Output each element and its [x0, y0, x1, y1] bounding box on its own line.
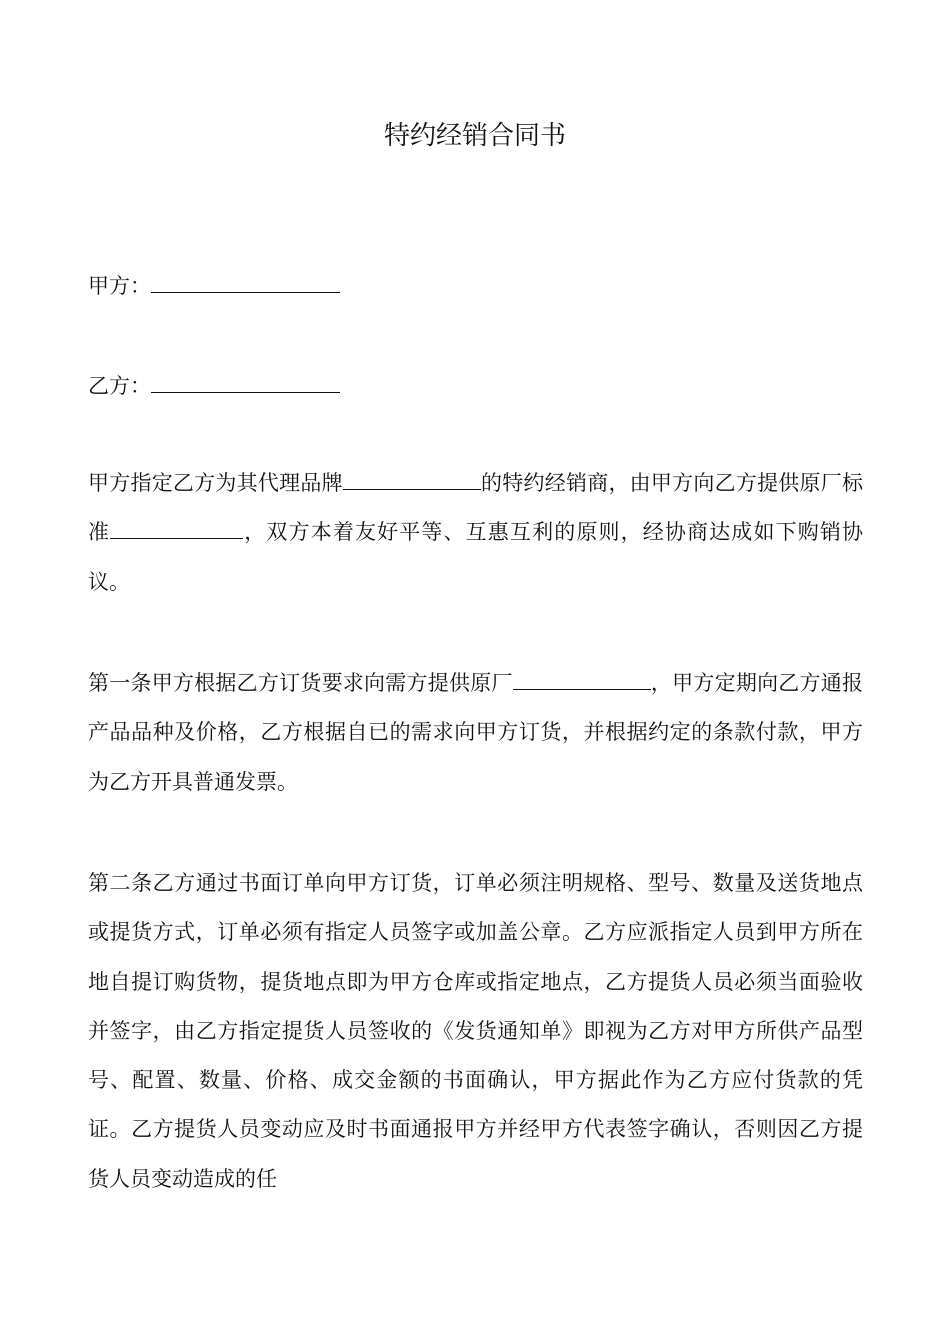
- article-1-text-1: 第一条甲方根据乙方订货要求向需方提供原厂: [88, 671, 513, 695]
- party-a-blank: [151, 270, 340, 293]
- intro-text-2: 的特约经销商，由甲方向乙方提供原厂标准: [88, 471, 864, 545]
- party-b-blank: [151, 370, 340, 393]
- brand-blank: [343, 467, 481, 490]
- product-blank: [513, 667, 651, 690]
- party-b-line: [88, 370, 340, 401]
- article-1-paragraph: [88, 659, 863, 807]
- article-1-text-2: ，甲方定期向乙方通报产品品种及价格，乙方根据自已的需求向甲方订货，并根据约定的条款付款，甲方为乙方开具普通发票。: [88, 671, 864, 794]
- document-title: 特约经销合同书: [383, 121, 566, 151]
- intro-text-1: 甲方指定乙方为其代理品牌: [88, 471, 343, 495]
- standard-blank: [110, 516, 243, 539]
- intro-text-3: ，双方本着友好平等、互惠互利的原则，经协商达成如下购销协议。: [88, 520, 864, 594]
- party-b-label: 乙方：: [88, 374, 151, 398]
- party-a-line: [88, 270, 340, 301]
- intro-paragraph: [88, 459, 863, 607]
- party-a-label: 甲方：: [88, 274, 151, 298]
- article-2-paragraph: 第二条乙方通过书面订单向甲方订货，订单必须注明规格、型号、数量及送货地点或提货方式，订单必须有指定人员签字或加盖公章。乙方应派指定人员到甲方所在地自提订购货物，提货地点即为甲方仓库或指定地点，乙方提货人员必须当面验收并签字，由乙方指定提货人员签收的《发货通知单》即视为乙方对甲方所供产品型号、配置、数量、价格、成交金额的书面确认，甲方据此作为乙方应付货款的凭证。乙方提货人员变动应及时书面通报甲方并经甲方代表签字确认，否则因乙方提货人员变动造成的任: [88, 871, 863, 1191]
